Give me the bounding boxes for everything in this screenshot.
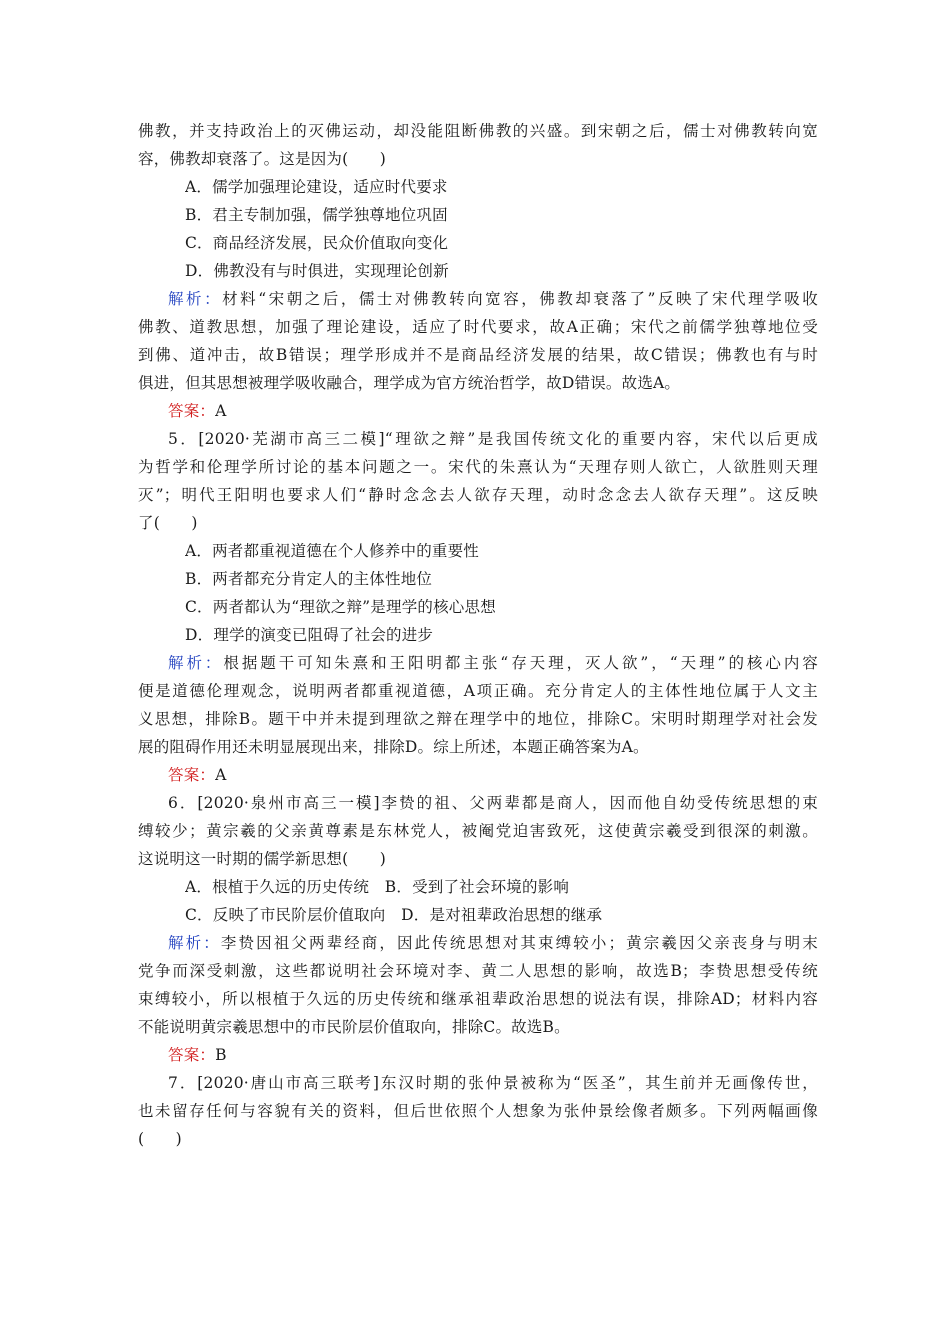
q4-stem-line-1: 佛教，并支持政治上的灭佛运动，却没能阻断佛教的兴盛。到宋朝之后，儒士对佛教转向宽 (138, 122, 818, 140)
q6-option-cd: C．反映了市民阶层价值取向 D．是对祖辈政治思想的继承 (185, 906, 603, 924)
q7-stem-line-2: 也未留存任何与容貌有关的资料，但后世依照个人想象为张仲景绘像者颇多。下列两幅画像 (138, 1102, 818, 1120)
q5-analysis-line-1 (168, 649, 818, 677)
analysis-text: 材料“宋朝之后，儒士对佛教转向宽容，佛教却衰落了”反映了宋代理学吸收 (222, 290, 818, 308)
q4-option-d: D．佛教没有与时俱进，实现理论创新 (185, 262, 449, 280)
q5-analysis-line-2: 便是道德伦理观念，说明两者都重视道德，A项正确。充分肯定人的主体性地位属于人文主 (138, 682, 818, 700)
q6-analysis-line-4: 不能说明黄宗羲思想中的市民阶层价值取向，排除C。故选B。 (138, 1018, 570, 1036)
q6-option-ab: A．根植于久远的历史传统 B．受到了社会环境的影响 (185, 878, 570, 896)
q5-analysis-line-3: 义思想，排除B。题干中并未提到理欲之辩在理学中的地位，排除C。宋明时期理学对社会发 (138, 710, 818, 728)
q4-stem-line-2: 容，佛教却衰落了。这是因为( ) (138, 150, 386, 168)
q4-analysis-line-1 (168, 285, 818, 313)
q5-stem-line-2: 为哲学和伦理学所讨论的基本问题之一。宋代的朱熹认为“天理存则人欲亡，人欲胜则天理 (138, 458, 818, 476)
answer-value: A (215, 402, 227, 420)
answer-value: A (215, 766, 227, 784)
q4-option-c: C．商品经济发展，民众价值取向变化 (185, 234, 449, 252)
q6-analysis-line-1 (168, 929, 818, 957)
q6-stem-line-3: 这说明这一时期的儒学新思想( ) (138, 850, 386, 868)
q5-stem-line-1: 5．[2020·芜湖市高三二模]“理欲之辩”是我国传统文化的重要内容，宋代以后更成 (168, 430, 818, 448)
q5-option-b: B．两者都充分肯定人的主体性地位 (185, 570, 433, 588)
analysis-label: 解析： (168, 934, 221, 952)
q6-analysis-line-3: 束缚较小，所以根植于久远的历史传统和继承祖辈政治思想的说法有误，排除AD；材料内容 (138, 990, 818, 1008)
q6-analysis-line-2: 党争而深受刺激，这些都说明社会环境对李、黄二人思想的影响，故选B；李贽思想受传统 (138, 962, 818, 980)
q6-answer (168, 1041, 818, 1069)
q4-answer (168, 397, 818, 425)
q5-analysis-line-4: 展的阻碍作用还未明显展现出来，排除D。综上所述，本题正确答案为A。 (138, 738, 649, 756)
q6-stem-line-1: 6．[2020·泉州市高三一模]李贽的祖、父两辈都是商人，因而他自幼受传统思想的束 (168, 794, 818, 812)
analysis-text: 根据题干可知朱熹和王阳明都主张“存天理，灭人欲”，“天理”的核心内容 (223, 654, 818, 672)
analysis-label: 解析： (168, 290, 223, 308)
q4-option-a: A．儒学加强理论建设，适应时代要求 (185, 178, 448, 196)
answer-label: 答案： (168, 766, 216, 784)
q5-option-d: D．理学的演变已阻碍了社会的进步 (185, 626, 434, 644)
q7-stem-line-3: ( ) (138, 1130, 182, 1148)
analysis-label: 解析： (168, 654, 224, 672)
q4-analysis-line-3: 到佛、道冲击，故B错误；理学形成并不是商品经济发展的结果，故C错误；佛教也有与时 (138, 346, 818, 364)
answer-label: 答案： (168, 1046, 216, 1064)
q4-analysis-line-2: 佛教、道教思想，加强了理论建设，适应了时代要求，故A正确；宋代之前儒学独尊地位受 (138, 318, 818, 336)
answer-value: B (215, 1046, 227, 1064)
answer-label: 答案： (168, 402, 216, 420)
q4-analysis-line-4: 俱进，但其思想被理学吸收融合，理学成为官方统治哲学，故D错误。故选A。 (138, 374, 681, 392)
q6-stem-line-2: 缚较少；黄宗羲的父亲黄尊素是东林党人，被阉党迫害致死，这使黄宗羲受到很深的刺激。 (138, 822, 818, 840)
analysis-text: 李贽因祖父两辈经商，因此传统思想对其束缚较小；黄宗羲因父亲丧身与明末 (220, 934, 818, 952)
q7-stem-line-1: 7．[2020·唐山市高三联考]东汉时期的张仲景被称为“医圣”，其生前并无画像传世， (168, 1074, 818, 1092)
q5-answer (168, 761, 818, 789)
q5-stem-line-4: 了( ) (138, 514, 198, 532)
q5-option-a: A．两者都重视道德在个人修养中的重要性 (185, 542, 479, 560)
q4-option-b: B．君主专制加强，儒学独尊地位巩固 (185, 206, 448, 224)
q5-option-c: C．两者都认为“理欲之辩”是理学的核心思想 (185, 598, 496, 616)
q5-stem-line-3: 灭”；明代王阳明也要求人们“静时念念去人欲存天理，动时念念去人欲存天理”。这反映 (138, 486, 818, 504)
